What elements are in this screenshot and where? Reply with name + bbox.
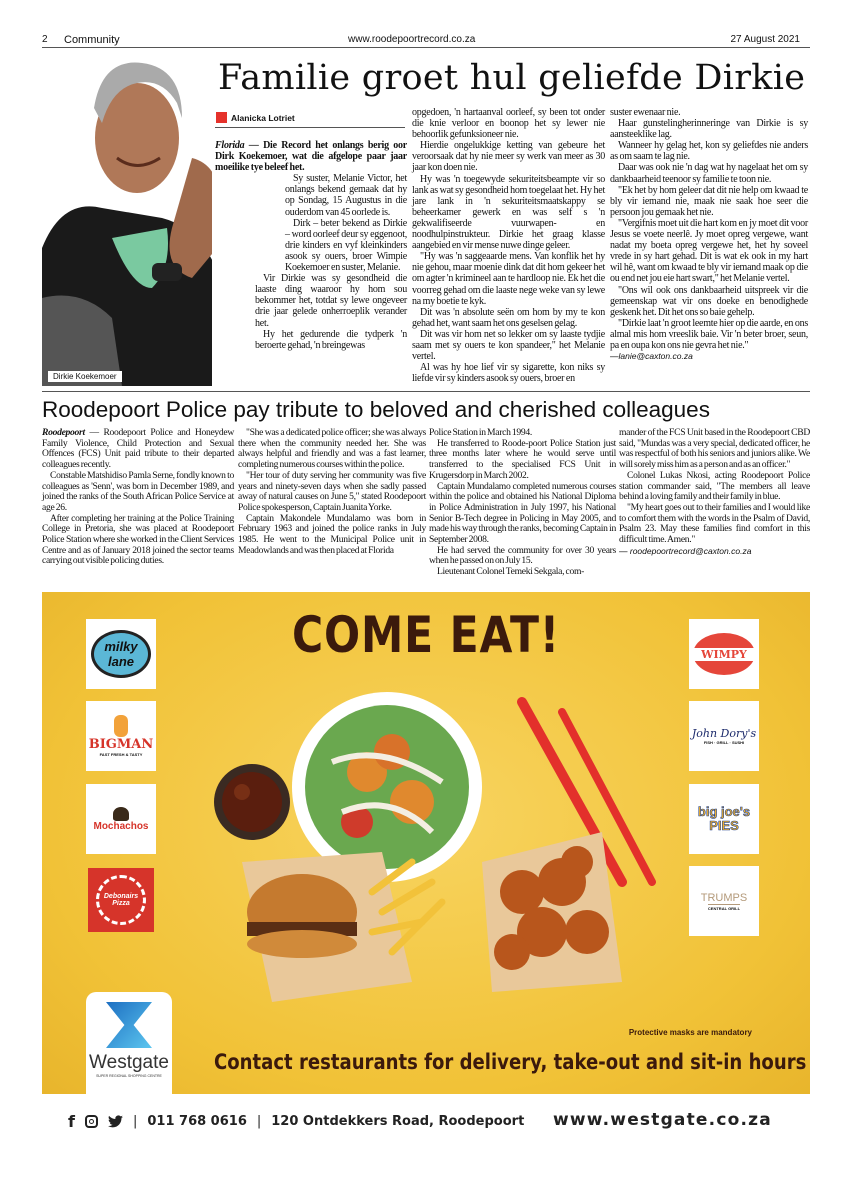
paragraph: Hierdie ongelukkige ketting van gebeure het veroorsaak dat hy nie meer sy werk van meer as 30 jaar kon doen nie. <box>412 140 605 174</box>
bigman-text: BIGMAN <box>88 737 154 752</box>
john-dorys-text: John Dory's <box>691 727 757 740</box>
separator: | <box>256 1114 262 1129</box>
paragraph: Captain Makondele Mundalamo was born in February 1963 and joined the police ranks in July 1985. He went to the Municipal Police unit in Meadowlands and was then placed at Florida <box>238 512 426 556</box>
story1-column-2 <box>412 107 605 384</box>
paragraph: "Ek het by hom geleer dat dit nie help om kwaad te bly vir iemand nie, maak nie saak hoe seer die persoon jou gemaak het nie. <box>610 184 808 218</box>
paragraph: Constable Matshidiso Pamla Serne, fondly known to colleagues as 'Senn', was born in December 1989, and joined the ranks of the South African Police Service at age 26. <box>42 469 234 513</box>
john-dorys-tagline: FISH · GRILL · SUSHI <box>703 740 745 745</box>
ad-footer <box>68 1112 524 1131</box>
paragraph: "Her tour of duty serving her community was five years and ninety-seven days when she sadly passed away of natural causes on June 5," stated Roodepoort Police spokesperson, Captain Juanita Yorke. <box>238 469 426 513</box>
photo-caption: Dirkie Koekemoer <box>48 371 122 382</box>
separator: | <box>132 1114 138 1129</box>
story1-column-3 <box>610 107 808 362</box>
logo-wimpy[interactable] <box>689 619 759 689</box>
mochachos-text: Mochachos <box>93 820 149 832</box>
westgate-subtitle: SUPER REGIONAL SHOPPING CENTRE <box>96 1074 162 1078</box>
facebook-icon[interactable]: f <box>68 1112 75 1131</box>
westgate-name: Westgate <box>89 1052 169 1073</box>
paragraph: "She was a dedicated police officer; she was always there when the community needed her. She was always helpful and friendly and was a fast learner, completing numerous courses within the police. <box>238 427 426 471</box>
debonairs-text: Debonairs Pizza <box>96 875 146 925</box>
dateline: Roodepoort <box>42 427 85 438</box>
milky-lane-text: milky lane <box>91 630 151 678</box>
paragraph: Sy suster, Melanie Victor, het onlangs bekend gemaak dat hy op Sondag, 15 Augustus in die ouderdom van 45 oorlede is. <box>285 173 407 218</box>
logo-mochachos[interactable] <box>86 784 156 854</box>
footer-phone[interactable]: 011 768 0616 <box>147 1114 247 1129</box>
masks-note: Protective masks are mandatory <box>628 1028 752 1037</box>
bigman-tagline: FAST FRESH & TASTY <box>99 752 143 757</box>
mochachos-mascot-icon <box>113 807 129 821</box>
paragraph: Wanneer hy gelag het, kon sy geliefdes nie anders as om saam te lag nie. <box>610 140 808 163</box>
logo-john-dorys[interactable] <box>689 701 759 771</box>
food-illustration <box>182 682 662 1012</box>
paragraph: Haar gunstelingherinneringe van Dirkie is sy aansteeklike lag. <box>610 118 808 141</box>
story2-column-3 <box>429 428 616 578</box>
ad-headline: COME EAT! <box>291 606 561 664</box>
paragraph: Hy was 'n toegewyde sekuriteitsbeampte vir so lank as wat sy gesondheid hom toegelaat het. Hy het jare lank in 'n sekuriteitsmaatskappy se beheerkamer gewerk en was self s 'n gekwalifiseerde vuurwapen- en noodhulpinstrukteur. Dirkie het graag klasse aangebied en vir mense nuwe dinge geleer. <box>412 173 605 252</box>
story2-headline: Roodepoort Police pay tribute to beloved and cherished colleagues <box>42 397 710 422</box>
trumps-text: TRUMPS <box>700 891 748 904</box>
byline: Alanicka Lotriet <box>231 113 295 123</box>
byline-marker <box>216 112 227 123</box>
paragraph: Lieutenant Colonel Temeki Sekgala, com- <box>437 566 585 578</box>
story2-column-4 <box>619 428 810 556</box>
paragraph: Vir Dirkie was sy gesondheid die laaste ding waaroor hy hom sou bekommer het, totdat sy lewe ongeveer drie jaar gelede onherroeplik verander het. <box>255 273 407 329</box>
story1-headline: Familie groet hul geliefde Dirkie <box>218 58 806 98</box>
page-number: 2 <box>42 34 48 45</box>
paragraph: Police Station in March 1994. <box>429 427 532 438</box>
logo-debonairs-pizza[interactable] <box>88 868 154 932</box>
instagram-icon[interactable] <box>85 1115 98 1128</box>
paragraph: After completing her training at the Police Training College in Pretoria, she was placed at Roodepoort Police Station where she worked in the Client Services Centre and as of January 2018 joined the sector teams carrying out visible policing duties. <box>42 512 234 567</box>
footer-address: 120 Ontdekkers Road, Roodepoort <box>271 1114 525 1129</box>
westgate-emblem-icon <box>106 1002 152 1048</box>
paragraph: suster ewenaar nie. <box>610 107 681 118</box>
paragraph: Al was hy hoe lief vir sy sigarette, kon niks sy liefde vir sy kinders asook sy ouers, broer en <box>412 362 605 385</box>
story1-column-1 <box>215 140 407 351</box>
logo-trumps[interactable] <box>689 866 759 936</box>
paragraph: Colonel Lukas Nkosi, acting Roodepoort Police station commander said, "The members all leave behind a loving family and their family in blue. <box>619 469 810 503</box>
header-date: 27 August 2021 <box>730 34 800 45</box>
dateline: Florida — <box>215 140 259 151</box>
westgate-advert[interactable] <box>42 592 810 1094</box>
paragraph: Dit was vir hom net so lekker om sy laaste tydjie saam met sy ouers te kon spandeer," het Melanie vertel. <box>412 328 605 363</box>
author-email[interactable]: — roodepoortrecord@caxton.co.za <box>619 545 752 556</box>
paragraph: mander of the FCS Unit based in the Roodepoort CBD said, "Mundas was a very special, dedicated officer, he was respectful of both his seniors and juniors alike. We will sorely miss him as a person and as an officer." <box>619 427 810 471</box>
bigman-figure-icon <box>114 715 128 737</box>
paragraph: "Ons wil ook ons dankbaarheid uitspreek vir die gemeenskap wat vir ons doeke en benodighede geskenk het. Dit het ons so baie gehelp. <box>610 284 808 318</box>
paragraph: "My heart goes out to their families and I would like to comfort them with the words in the Psalm of David, Psalm 23. May these families find comfort in this difficult time. Amen." <box>619 501 810 546</box>
logo-bigman[interactable] <box>86 701 156 771</box>
paragraph: Dit was 'n absolute seën om hom by my te kon gehad het, want saam het ons geselsen gelag. <box>412 306 605 329</box>
story-photo <box>42 48 212 386</box>
paragraph: — Roodepoort Police and Honeydew Family Violence, Child Protection and Sexual Offences (FCS) Unit paid tribute to their departed colleagues recently. <box>42 427 234 471</box>
section-rule <box>42 391 810 392</box>
section-name: Community <box>64 34 120 46</box>
paragraph: Hy het gedurende die tydperk 'n beroerte gehad, 'n breingewas <box>255 328 407 351</box>
big-joes-text: big joe's PIES <box>697 804 751 833</box>
ad-tagline: Contact restaurants for delivery, take-out and sit-in hours <box>214 1050 807 1074</box>
lead-paragraph: Die Record het onlangs berig oor Dirk Koekemoer, wat die afgelope paar jaar moeilike tye beleef het. <box>215 140 407 174</box>
author-email[interactable]: —lanie@caxton.co.za <box>610 351 693 362</box>
paragraph: opgedoen, 'n hartaanval oorleef, sy been tot onder die knie verloor en boonop het sy lewer nie behoorlik gefunksioneer nie. <box>412 107 605 141</box>
byline-rule <box>215 127 405 128</box>
wimpy-text: WIMPY <box>693 648 755 661</box>
paragraph: He had served the community for over 30 years when he passed on on July 15. <box>429 544 616 567</box>
story2-column-1 <box>42 428 234 567</box>
story2-column-2 <box>238 428 426 556</box>
logo-milky-lane[interactable] <box>86 619 156 689</box>
footer-website[interactable]: www.westgate.co.za <box>553 1110 772 1130</box>
paragraph: Captain Mundalamo completed numerous courses within the police and obtained his National Diploma in Police Administration in July 1997, his National Senior B-Tech degree in Policing in May 2005, and made his way through the ranks, becoming Captain in September 2008. <box>429 480 616 546</box>
paragraph: "Vergifnis moet uit die hart kom en jy moet dit voor Jesus se voete neerlê. Jy moet opreg vergewe, want nadat my boeta opreg vergewe het, het hy soveel vrede in sy hart gehad. Dit is wat ek ook in my hart wil hê, want om kwaad te bly vir iemand maak op die ou end net jou eie hart swart," het Melanie vertel. <box>610 217 808 285</box>
paragraph: Dirk – beter bekend as Dirkie – word oorleef deur sy eggenoot, drie kinders en vyf kleinkinders asook sy ouers, broer Wimpie Koekemoer en suster, Melanie. <box>285 217 407 274</box>
westgate-logo[interactable] <box>86 992 172 1094</box>
paragraph: Daar was ook nie 'n dag wat hy nagelaat het om sy dankbaarheid teenoor sy familie te toon nie. <box>610 162 808 185</box>
paragraph: "Dirkie laat 'n groot leemte hier op die aarde, en ons almal mis hom vreeslik baie. Vir 'n beter broer, seun, pa en oupa kon ons nie gevra het nie." <box>610 317 808 351</box>
paragraph: He transferred to Roode-poort Police Station just three months later where he would serve until transferred to the specialised FCS Unit in Krugersdorp in March 2002. <box>429 437 616 481</box>
logo-big-joes-pies[interactable] <box>689 784 759 854</box>
twitter-icon[interactable] <box>108 1115 123 1128</box>
trumps-tagline: CENTRAL GRILL <box>707 905 741 911</box>
header-website[interactable]: www.roodepoortrecord.co.za <box>348 34 476 45</box>
paragraph: "Hy was 'n saggeaarde mens. Van konflik het hy nie gehou, maar moenie dink dat dit hom gekeer het om agter 'n krimineel aan te hardloop nie. Ek het die voorreg gehad om die laaste nege weke van sy lewe na my boetie te kyk. <box>412 251 605 307</box>
